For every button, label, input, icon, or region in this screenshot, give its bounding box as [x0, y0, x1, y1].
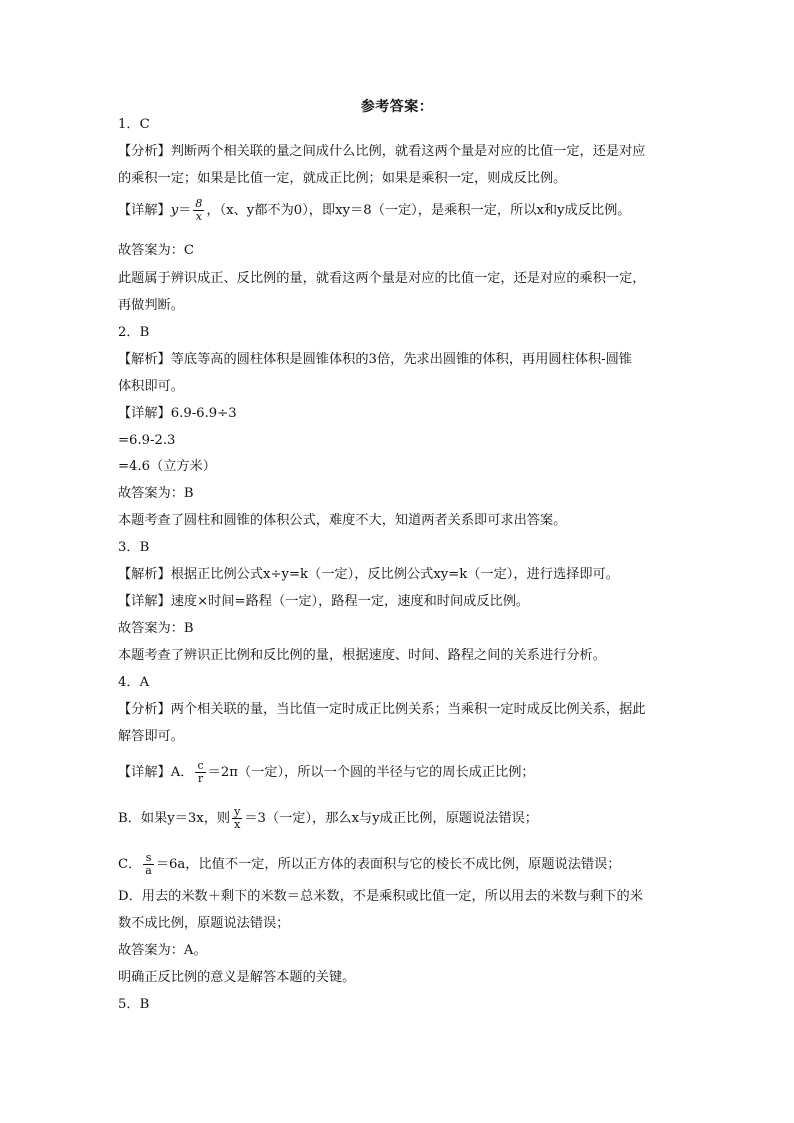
- q3-comment: 本题考查了辨识正比例和反比例的量，根据速度、时间、路程之间的关系进行分析。: [118, 648, 606, 663]
- q4-option-d-line2: 数不成比例，原题说法错误；: [118, 916, 290, 931]
- q2-detail-line1: 【详解】6.9-6.9÷3: [118, 406, 237, 421]
- q2-analysis-line1: 【解析】等底等高的圆柱体积是圆锥体积的3倍，先求出圆锥的体积，再用圆柱体积-圆锥: [118, 352, 632, 367]
- q3-detail: 【详解】速度×时间=路程（一定），路程一定，速度和时间成反比例。: [118, 594, 530, 609]
- q4-answer: 故答案为：A。: [118, 943, 207, 958]
- q1-detail-label: 【详解】: [118, 203, 171, 218]
- q3-answer: 故答案为：B: [118, 621, 194, 636]
- q1-detail: [118, 198, 678, 223]
- q4-c-frac-den: a: [145, 864, 152, 877]
- q1-detail-var: y: [170, 203, 179, 218]
- q3-heading: 3．B: [118, 540, 150, 555]
- q2-comment: 本题考查了圆柱和圆锥的体积公式，难度不大，知道两者关系即可求出答案。: [118, 513, 567, 528]
- q4-a-frac-num: c: [197, 759, 204, 772]
- q4-heading: 4．A: [118, 675, 150, 690]
- q1-frac-den: x: [195, 210, 202, 223]
- q1-answer: 故答案为：C: [118, 243, 195, 258]
- q1-heading: 1．C: [118, 117, 150, 132]
- page-title: 参考答案：: [360, 99, 434, 115]
- q2-answer: 故答案为：B: [118, 486, 194, 501]
- q4-a-label: 【详解】A．: [118, 765, 194, 780]
- q4-b-frac-num: y: [234, 805, 241, 818]
- q3-analysis: 【解析】根据正比例公式x÷y=k（一定），反比例公式xy=k（一定），进行选择即可。: [118, 567, 619, 582]
- q4-analysis-line2: 解答即可。: [118, 729, 184, 744]
- q4-a-fraction: [195, 760, 205, 785]
- q4-b-rest: ＝3（一定），那么x与y成正比例，原题说法错误；: [244, 811, 538, 826]
- q1-detail-eq: ＝: [178, 203, 192, 218]
- q4-b-fraction: [232, 806, 242, 831]
- q4-c-frac-num: s: [143, 852, 154, 865]
- q2-detail-line2: =6.9-2.3: [118, 433, 176, 448]
- q2-heading: 2．B: [118, 325, 150, 340]
- q1-analysis-line1: 【分析】判断两个相关联的量之间成什么比例，就看这两个量是对应的比值一定，还是对应: [118, 144, 646, 159]
- q4-a-rest: ＝2π（一定），所以一个圆的半径与它的周长成正比例；: [207, 765, 535, 780]
- q1-detail-rest: ，（x、y都不为0），即xy＝8（一定），是乘积一定，所以x和y成反比例。: [206, 203, 631, 218]
- q5-heading: 5．B: [118, 997, 150, 1012]
- q2-detail-line3: =4.6（立方米）: [118, 459, 216, 474]
- q1-comment-line1: 此题属于辨识成正、反比例的量，就看这两个量是对应的比值一定，还是对应的乘积一定，: [118, 271, 646, 286]
- q1-analysis-line2: 的乘积一定；如果是比值一定，就成正比例；如果是乘积一定，则成反比例。: [118, 171, 567, 186]
- q2-analysis-line2: 体积即可。: [118, 379, 184, 394]
- q1-comment-line2: 再做判断。: [118, 298, 184, 313]
- q4-option-b: [118, 806, 678, 831]
- q4-analysis-line1: 【分析】两个相关联的量，当比值一定时成正比例关系；当乘积一定时成反比例关系，据此: [118, 702, 646, 717]
- q1-fraction: [193, 198, 204, 223]
- q1-frac-num: 8: [195, 197, 203, 210]
- q4-a-frac-den: r: [197, 772, 204, 785]
- q4-comment: 明确正反比例的意义是解答本题的关键。: [118, 970, 356, 985]
- q4-c-label: C．: [118, 857, 142, 872]
- q4-c-rest: ＝6a，比值不一定，所以正方体的表面积与它的棱长不成比例，原题说法错误；: [155, 857, 621, 872]
- q4-b-frac-den: x: [234, 818, 241, 831]
- q4-option-a: [118, 760, 678, 785]
- q4-b-pre: B．如果y＝3x，则: [118, 811, 231, 826]
- q4-c-fraction: [143, 852, 154, 877]
- q4-option-c: [118, 852, 678, 877]
- q4-option-d-line1: D．用去的米数＋剩下的米数＝总米数，不是乘积或比值一定，所以用去的米数与剩下的米: [118, 889, 643, 904]
